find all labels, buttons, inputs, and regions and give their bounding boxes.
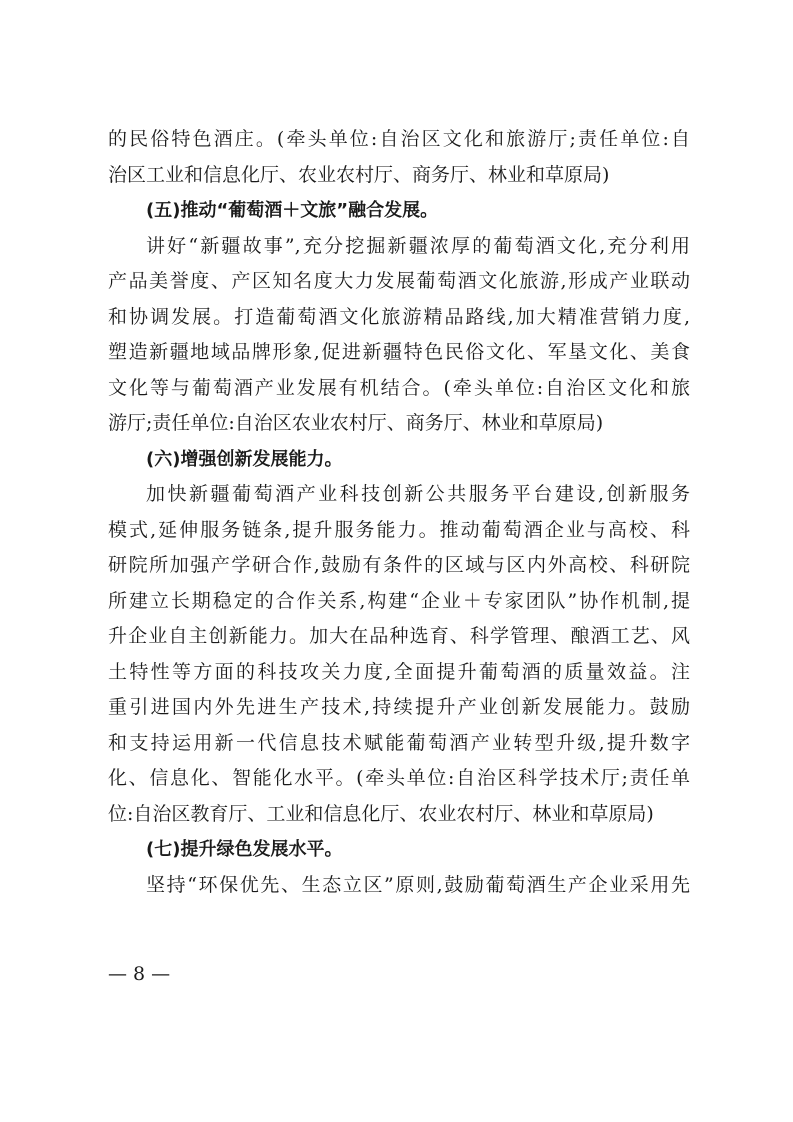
text-line: 文化等与葡萄酒产业发展有机结合。(牵头单位:自治区文化和旅 bbox=[108, 376, 690, 399]
section-heading: (七)提升绿色发展水平。 bbox=[146, 839, 343, 860]
page-number: — 8 — bbox=[108, 963, 171, 985]
section-heading: (六)增强创新发展能力。 bbox=[146, 448, 343, 470]
text-line: 加快新疆葡萄酒产业科技创新公共服务平台建设,创新服务 bbox=[146, 483, 690, 505]
section-heading: (五)推动“葡萄酒＋文旅”融合发展。 bbox=[146, 200, 439, 221]
text-line: 研院所加强产学研合作,鼓励有条件的区域与区内外高校、科研院 bbox=[108, 554, 690, 576]
text-line: 重引进国内外先进生产技术,持续提升产业创新发展能力。鼓励 bbox=[108, 696, 690, 718]
text-line: 所建立长期稳定的合作关系,构建“企业＋专家团队”协作机制,提 bbox=[108, 589, 690, 612]
text-line: 的民俗特色酒庄。(牵头单位:自治区文化和旅游厅;责任单位:自 bbox=[108, 128, 690, 150]
text-line: 和协调发展。打造葡萄酒文化旅游精品路线,加大精准营销力度, bbox=[108, 305, 690, 328]
text-line: 治区工业和信息化厅、农业农村厅、商务厅、林业和草原局) bbox=[108, 163, 610, 186]
document-body bbox=[108, 122, 690, 903]
text-line: 升企业自主创新能力。加大在品种选育、科学管理、酿酒工艺、风 bbox=[108, 625, 690, 647]
text-line: 和支持运用新一代信息技术赋能葡萄酒产业转型升级,提升数字 bbox=[108, 731, 690, 754]
text-line: 位:自治区教育厅、工业和信息化厅、农业农村厅、林业和草原局) bbox=[108, 802, 654, 825]
text-line: 塑造新疆地域品牌形象,促进新疆特色民俗文化、军垦文化、美食 bbox=[108, 341, 690, 363]
text-line: 讲好“新疆故事”,充分挖掘新疆浓厚的葡萄酒文化,充分利用 bbox=[146, 234, 690, 257]
text-line: 土特性等方面的科技攻关力度,全面提升葡萄酒的质量效益。注 bbox=[108, 660, 690, 683]
text-line: 模式,延伸服务链条,提升服务能力。推动葡萄酒企业与高校、科 bbox=[108, 518, 690, 541]
text-line: 化、信息化、智能化水平。(牵头单位:自治区科学技术厅;责任单 bbox=[108, 767, 690, 789]
text-line: 产品美誉度、产区知名度大力发展葡萄酒文化旅游,形成产业联动 bbox=[108, 270, 690, 292]
text-line: 游厅;责任单位:自治区农业农村厅、商务厅、林业和草原局) bbox=[108, 412, 604, 434]
text-line: 坚持“环保优先、生态立区”原则,鼓励葡萄酒生产企业采用先 bbox=[146, 873, 690, 896]
